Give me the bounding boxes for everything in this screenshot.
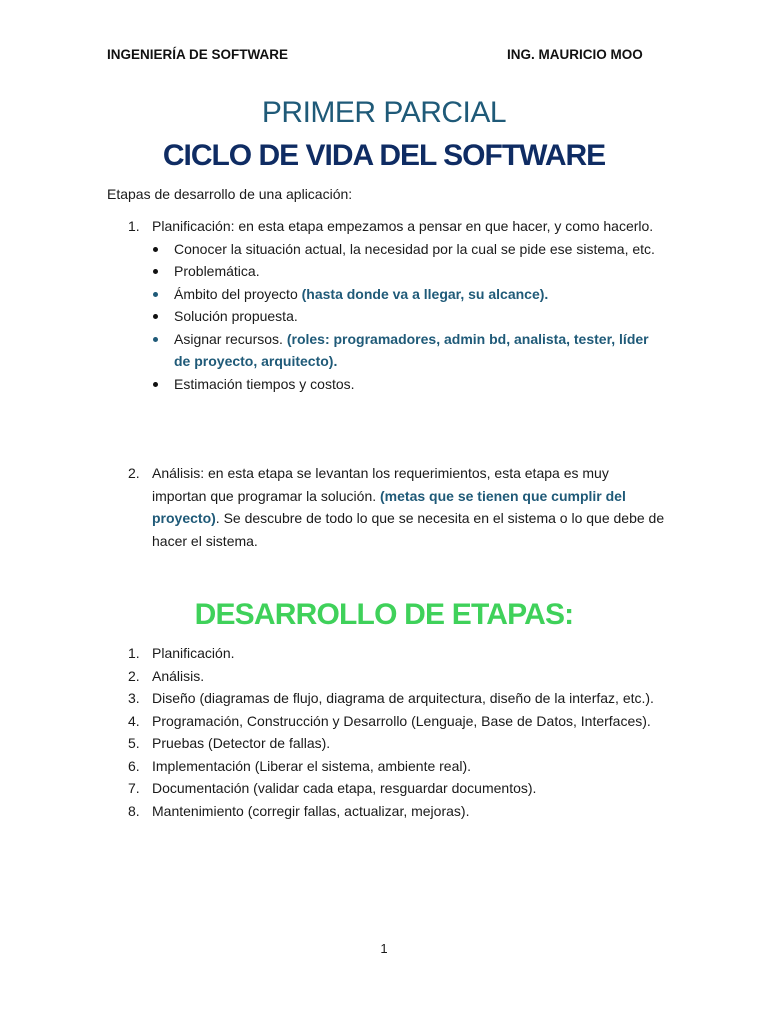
list-item (107, 710, 667, 733)
bullet-highlight: (roles: programadores, admin bd, analista, tester, líder de proyecto, arquitecto). (174, 330, 649, 369)
bullet-icon (153, 247, 158, 252)
list-item (107, 777, 667, 800)
bullet-icon (153, 314, 158, 319)
stage-list (107, 215, 667, 395)
list-text: Pruebas (Detector de fallas). (152, 735, 331, 751)
list-item (107, 755, 667, 778)
list-text: Diseño (diagramas de flujo, diagrama de arquitectura, diseño de la interfaz, etc.). (152, 690, 654, 706)
development-list (107, 642, 667, 822)
list-text: Programación, Construcción y Desarrollo (Lenguaje, Base de Datos, Interfaces). (152, 712, 651, 729)
bullet-icon (153, 337, 158, 342)
bullet-text: Conocer la situación actual, la necesidad por la cual se pide ese sistema, etc. (174, 240, 655, 257)
bullet-text: Asignar recursos. (174, 330, 287, 347)
list-number: 5. (128, 735, 140, 751)
bullet-icon (153, 382, 158, 387)
list-item (107, 687, 667, 710)
list-item (107, 260, 667, 283)
list-item (107, 238, 667, 261)
page-subtitle: CICLO DE VIDA DEL SOFTWARE (162, 139, 606, 172)
list-item (107, 462, 667, 552)
stage-text: Planificación: en esta etapa empezamos a pensar en que hacer, y como hacerlo. (152, 218, 654, 234)
section-title: DESARROLLO DE ETAPAS: (194, 598, 574, 631)
list-item (107, 215, 667, 238)
list-number: 2. (128, 465, 140, 481)
list-item (107, 283, 667, 306)
list-number: 2. (128, 667, 140, 684)
stage-text: Análisis: en esta etapa se levantan los requerimientos, esta etapa es muy importan que programar la solución. (152, 465, 609, 504)
list-text: Análisis. (152, 667, 205, 684)
header-teacher: ING. MAURICIO MOO (507, 47, 643, 62)
bullet-text: Problemática. (174, 263, 260, 279)
list-number: 6. (128, 757, 140, 774)
list-text: Documentación (validar cada etapa, resguardar documentos). (152, 780, 537, 796)
list-number: 1. (128, 645, 140, 661)
list-number: 8. (128, 802, 140, 819)
intro-text: Etapas de desarrollo de una aplicación: (107, 186, 353, 202)
list-number: 1. (128, 218, 140, 234)
page-title: PRIMER PARCIAL (261, 96, 507, 129)
bullet-text: Solución propuesta. (174, 308, 298, 324)
bullet-icon (153, 269, 158, 274)
bullet-text: Ámbito del proyecto (174, 285, 302, 302)
bullet-highlight: (hasta donde va a llegar, su alcance). (301, 285, 549, 302)
list-item (107, 328, 667, 373)
list-text: Implementación (Liberar el sistema, ambiente real). (152, 757, 472, 774)
list-item (107, 642, 667, 665)
list-item (107, 732, 667, 755)
stage-highlight: (metas que se tienen que cumplir del proyecto) (152, 487, 626, 526)
stage-list-2 (107, 462, 667, 552)
bullet-list (107, 238, 667, 396)
bullet-text: Estimación tiempos y costos. (174, 375, 355, 392)
bullet-icon (153, 292, 158, 297)
list-item (107, 373, 667, 396)
list-text: Planificación. (152, 645, 235, 661)
list-text: Mantenimiento (corregir fallas, actualizar, mejoras). (152, 802, 470, 819)
stage-text-after: . Se descubre de todo lo que se necesita en el sistema o lo que debe de hacer el sistema. (152, 510, 665, 549)
list-item (107, 800, 667, 823)
header-course: INGENIERÍA DE SOFTWARE (107, 47, 289, 62)
list-number: 3. (128, 690, 140, 706)
list-item (107, 305, 667, 328)
list-item (107, 665, 667, 688)
list-number: 7. (128, 780, 140, 796)
page-number: 1 (380, 941, 388, 956)
list-number: 4. (128, 712, 140, 729)
